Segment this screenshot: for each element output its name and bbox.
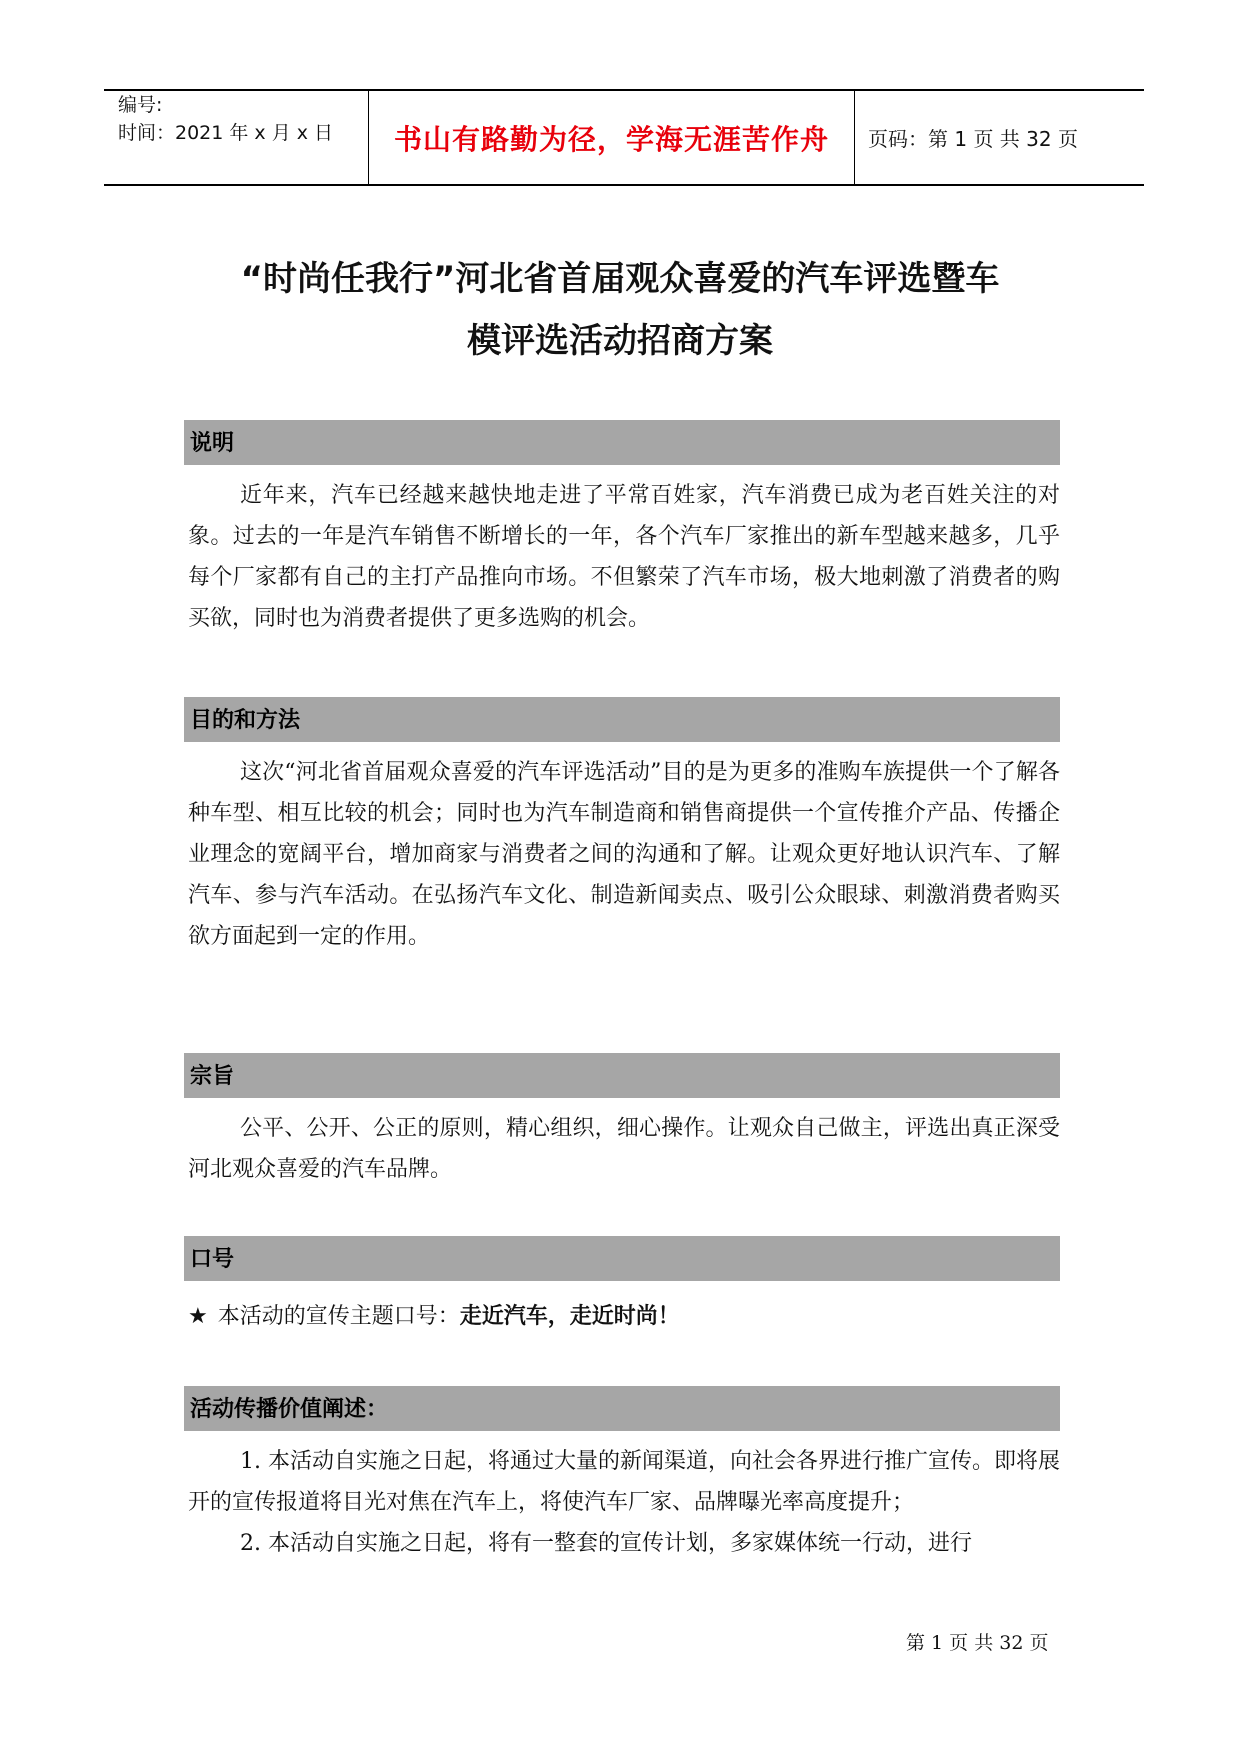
slogan-lead: 本活动的宣传主题口号：	[217, 1304, 460, 1329]
value-paragraph-2: 2. 本活动自实施之日起，将有一整套的宣传计划，多家媒体统一行动，进行	[240, 1531, 972, 1556]
header-page-cell	[856, 91, 1144, 184]
section-body-explanation: 近年来，汽车已经越来越快地走进了平常百姓家，汽车消费已成为老百姓关注的对象。过去的一年是汽车销售不断增长的一年，各个汽车厂家推出的新车型越来越多，几乎每个厂家都有自己的主打产品推向市场。不但繁荣了汽车市场，极大地刺激了消费者的购买欲，同时也为消费者提供了更多选购的机会。	[188, 483, 1060, 631]
section-heading-principle: 宗旨	[184, 1053, 1060, 1098]
value-paragraph-1: 1. 本活动自实施之日起，将通过大量的新闻渠道，向社会各界进行推广宣传。即将展开的宣传报道将目光对焦在汽车上，将使汽车厂家、品牌曝光率高度提升；	[188, 1449, 1060, 1515]
section-body-principle: 公平、公开、公正的原则，精心组织，细心操作。让观众自己做主，评选出真正深受河北观众喜爱的汽车品牌。	[188, 1116, 1060, 1182]
document-header	[104, 89, 1144, 186]
section-heading-explanation: 说明	[184, 420, 1060, 465]
section-heading-purpose: 目的和方法	[184, 697, 1060, 742]
motto: 书山有路勤为径，学海无涯苦作舟	[393, 122, 829, 156]
page-footer: 第 1 页 共 32 页	[906, 1632, 1049, 1654]
title-line-1: “时尚任我行”河北省首届观众喜爱的汽车评选暨车	[240, 259, 1000, 299]
section-body-purpose: 这次“河北省首届观众喜爱的汽车评选活动”目的是为更多的准购车族提供一个了解各种车型、相互比较的机会；同时也为汽车制造商和销售商提供一个宣传推介产品、传播企业理念的宽阔平台，增加商家与消费者之间的沟通和了解。让观众更好地认识汽车、了解汽车、参与汽车活动。在弘扬汽车文化、制造新闻卖点、吸引公众眼球、刺激消费者购买欲方面起到一定的作用。	[188, 760, 1060, 949]
time-label: 时间：2021 年 x 月 x 日	[118, 122, 334, 144]
page-info: 页码：第 1 页 共 32 页	[868, 127, 1078, 151]
star-icon: ★	[188, 1304, 208, 1329]
header-meta-cell	[104, 91, 369, 184]
title-line-2: 模评选活动招商方案	[467, 321, 773, 361]
slogan-line	[188, 1296, 680, 1337]
number-label: 编号:	[118, 94, 163, 116]
section-heading-slogan: 口号	[184, 1236, 1060, 1281]
document-title	[140, 248, 1100, 372]
slogan-text: 走近汽车，走近时尚！	[459, 1304, 680, 1329]
header-motto-cell	[369, 91, 855, 184]
section-heading-value: 活动传播价值阐述：	[184, 1386, 1060, 1431]
